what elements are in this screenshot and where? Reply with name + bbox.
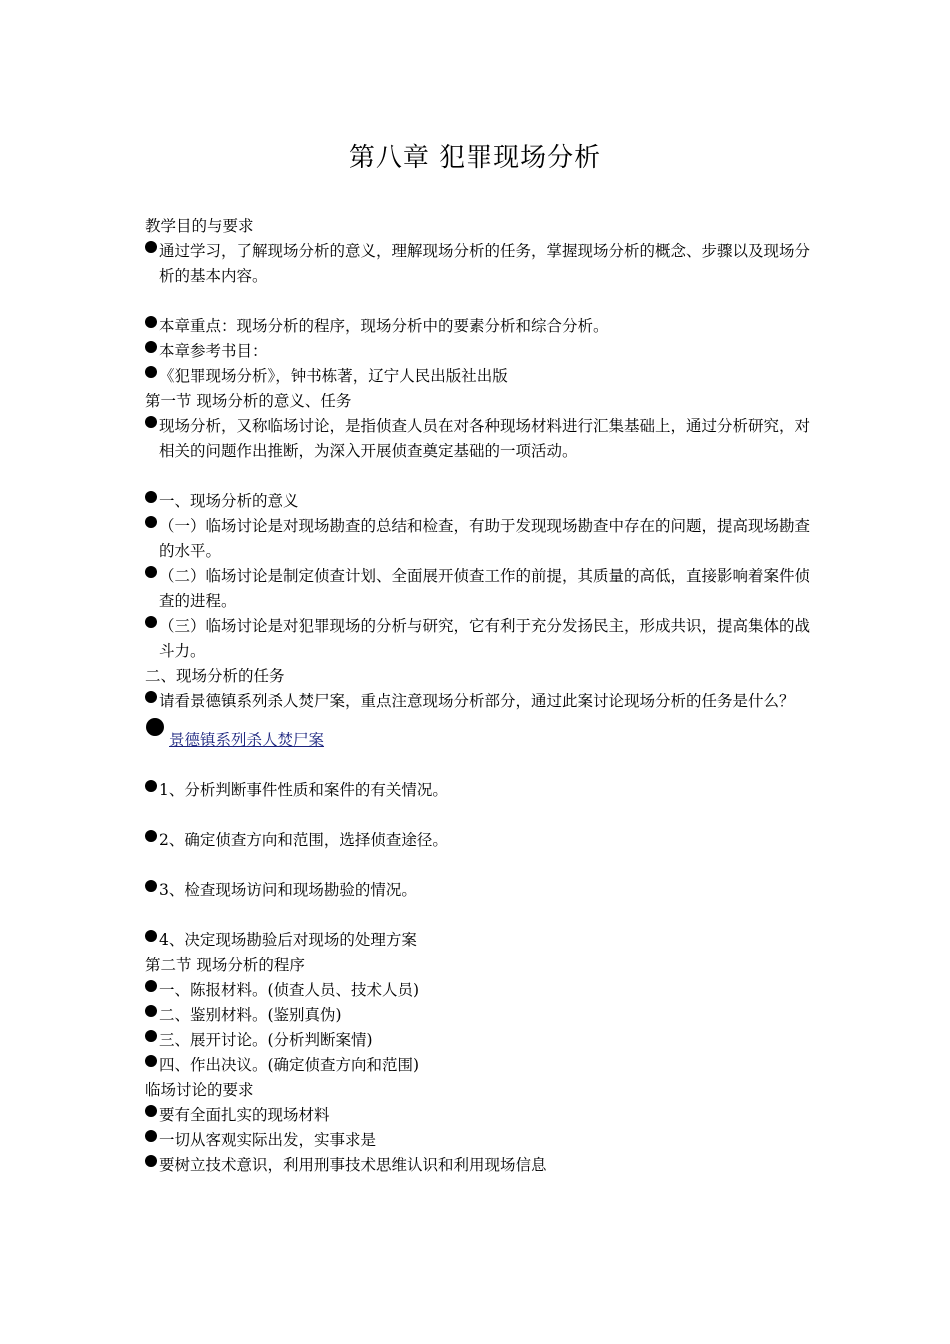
bullet-item: 2、确定侦查方向和范围，选择侦查途径。 bbox=[145, 828, 811, 853]
text-line: 二、现场分析的任务 bbox=[145, 667, 285, 685]
text-line: 临场讨论的要求 bbox=[145, 1081, 254, 1099]
bullet-item bbox=[145, 714, 811, 753]
bullet-item: 《犯罪现场分析》，钟书栋著，辽宁人民出版社出版 bbox=[145, 364, 811, 389]
bullet-item: 本章参考书目： bbox=[145, 339, 811, 364]
bullet-item: 一切从客观实际出发，实事求是 bbox=[145, 1128, 811, 1153]
bullet-item: 要树立技术意识，利用刑事技术思维认识和利用现场信息 bbox=[145, 1153, 811, 1178]
bullet-item: 三、展开讨论。(分析判断案情) bbox=[145, 1028, 811, 1053]
bullet-item: 4、决定现场勘验后对现场的处理方案 bbox=[145, 928, 811, 953]
blank-line bbox=[145, 903, 811, 928]
bullet-item: （三）临场讨论是对犯罪现场的分析与研究，它有利于充分发扬民主，形成共识，提高集体的战斗力。 bbox=[145, 614, 811, 664]
bullet-item: 通过学习，了解现场分析的意义，理解现场分析的任务，掌握现场分析的概念、步骤以及现场分析的基本内容。 bbox=[145, 239, 811, 289]
chapter-title: 第八章 犯罪现场分析 bbox=[348, 143, 602, 173]
bullet-item: （二）临场讨论是制定侦查计划、全面展开侦查工作的前提，其质量的高低，直接影响着案件侦查的进程。 bbox=[145, 564, 811, 614]
case-link[interactable]: 景德镇系列杀人焚尸案 bbox=[169, 731, 325, 749]
bullet-item: （一）临场讨论是对现场勘查的总结和检查，有助于发现现场勘查中存在的问题，提高现场勘查的水平。 bbox=[145, 514, 811, 564]
blank-line bbox=[145, 853, 811, 878]
blank-line bbox=[145, 289, 811, 314]
blank-line bbox=[145, 803, 811, 828]
bullet-item: 二、鉴别材料。(鉴别真伪) bbox=[145, 1003, 811, 1028]
bullet-item: 四、作出决议。(确定侦查方向和范围) bbox=[145, 1053, 811, 1078]
blank-line bbox=[145, 753, 811, 778]
bullet-item: 一、陈报材料。(侦查人员、技术人员) bbox=[145, 978, 811, 1003]
bullet-item: 请看景德镇系列杀人焚尸案，重点注意现场分析部分，通过此案讨论现场分析的任务是什么？ bbox=[145, 689, 811, 714]
text-line: 教学目的与要求 bbox=[145, 217, 254, 235]
blank-line bbox=[145, 464, 811, 489]
bullet-item: 3、检查现场访问和现场勘验的情况。 bbox=[145, 878, 811, 903]
text-line: 第一节 现场分析的意义、任务 bbox=[145, 392, 352, 410]
bullet-item: 要有全面扎实的现场材料 bbox=[145, 1103, 811, 1128]
bullet-item: 1、分析判断事件性质和案件的有关情况。 bbox=[145, 778, 811, 803]
bullet-item: 本章重点：现场分析的程序，现场分析中的要素分析和综合分析。 bbox=[145, 314, 811, 339]
bullet-item: 现场分析，又称临场讨论，是指侦查人员在对各种现场材料进行汇集基础上，通过分析研究，对相关的问题作出推断，为深入开展侦查奠定基础的一项活动。 bbox=[145, 414, 811, 464]
text-line: 第二节 现场分析的程序 bbox=[145, 956, 305, 974]
document-body bbox=[145, 214, 811, 1178]
bullet-item: 一、现场分析的意义 bbox=[145, 489, 811, 514]
